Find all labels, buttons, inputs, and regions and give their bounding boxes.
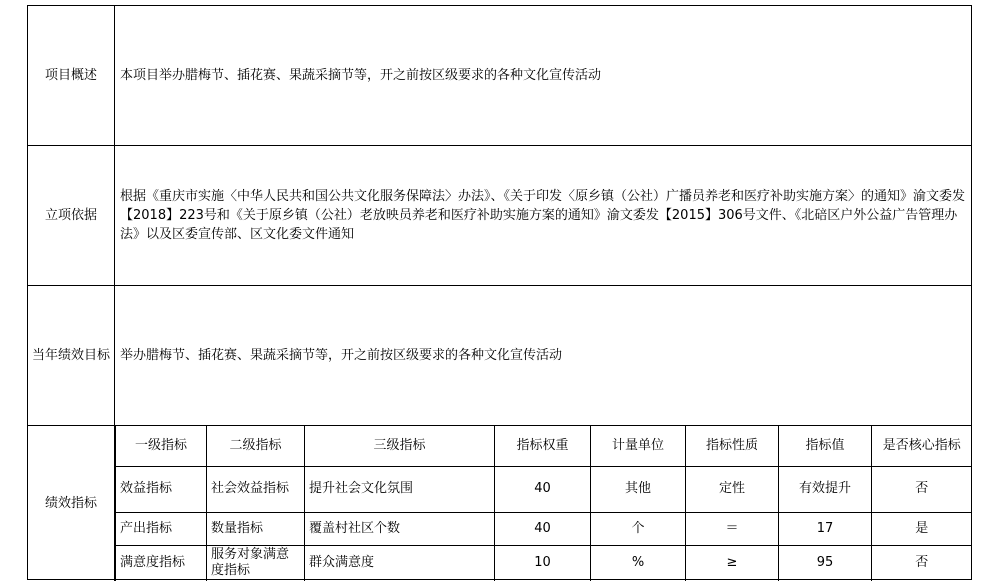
header-weight: 指标权重 xyxy=(495,426,591,466)
indicators-header-row xyxy=(116,426,972,466)
cell-core: 否 xyxy=(872,466,972,512)
basis-text: 根据《重庆市实施〈中华人民共和国公共文化服务保障法〉办法》、《关于印发〈原乡镇（公社）广播员养老和医疗补助实施方案〉的通知》渝文委发【2018】223号和《关于原乡镇（公社）老放映员养老和医疗补助实施方案的通知》渝文委发【2015】306号文件、《北碚区户外公益广告管理办法》以及区委宣传部、区文化委文件通知 xyxy=(120,189,966,242)
cell-level2: 服务对象满意度指标 xyxy=(207,545,305,581)
basis-row xyxy=(28,146,971,286)
cell-weight: 40 xyxy=(495,466,591,512)
annual-target-text: 举办腊梅节、插花赛、果蔬采摘节等，开之前按区级要求的各种文化宣传活动 xyxy=(120,348,563,363)
cell-weight: 40 xyxy=(495,512,591,545)
cell-unit: 个 xyxy=(591,512,686,545)
table-row xyxy=(116,466,972,512)
indicators-table xyxy=(115,426,972,581)
header-value: 指标值 xyxy=(779,426,872,466)
header-level2: 二级指标 xyxy=(207,426,305,466)
performance-sheet xyxy=(27,5,972,580)
cell-value: 95 xyxy=(779,545,872,581)
overview-row xyxy=(28,6,971,146)
overview-label: 项目概述 xyxy=(28,6,115,145)
cell-nature: ≥ xyxy=(686,545,779,581)
header-unit: 计量单位 xyxy=(591,426,686,466)
cell-level3: 群众满意度 xyxy=(305,545,495,581)
annual-target-label: 当年绩效目标 xyxy=(28,286,115,425)
cell-level2: 社会效益指标 xyxy=(207,466,305,512)
cell-nature: 定性 xyxy=(686,466,779,512)
annual-target-row xyxy=(28,286,971,426)
cell-level3: 提升社会文化氛围 xyxy=(305,466,495,512)
header-level3: 三级指标 xyxy=(305,426,495,466)
indicators-row xyxy=(28,426,971,581)
cell-level1: 满意度指标 xyxy=(116,545,207,581)
overview-text: 本项目举办腊梅节、插花赛、果蔬采摘节等，开之前按区级要求的各种文化宣传活动 xyxy=(120,68,602,83)
header-level1: 一级指标 xyxy=(116,426,207,466)
cell-weight: 10 xyxy=(495,545,591,581)
cell-core: 是 xyxy=(872,512,972,545)
cell-level1: 产出指标 xyxy=(116,512,207,545)
cell-nature: ＝ xyxy=(686,512,779,545)
cell-level2: 数量指标 xyxy=(207,512,305,545)
header-nature: 指标性质 xyxy=(686,426,779,466)
table-row xyxy=(116,545,972,581)
header-core: 是否核心指标 xyxy=(872,426,972,466)
basis-label: 立项依据 xyxy=(28,146,115,285)
cell-core: 否 xyxy=(872,545,972,581)
cell-unit: % xyxy=(591,545,686,581)
cell-unit: 其他 xyxy=(591,466,686,512)
cell-value: 有效提升 xyxy=(779,466,872,512)
table-row xyxy=(116,512,972,545)
cell-value: 17 xyxy=(779,512,872,545)
cell-level3: 覆盖村社区个数 xyxy=(305,512,495,545)
indicators-label: 绩效指标 xyxy=(28,426,115,581)
cell-level1: 效益指标 xyxy=(116,466,207,512)
